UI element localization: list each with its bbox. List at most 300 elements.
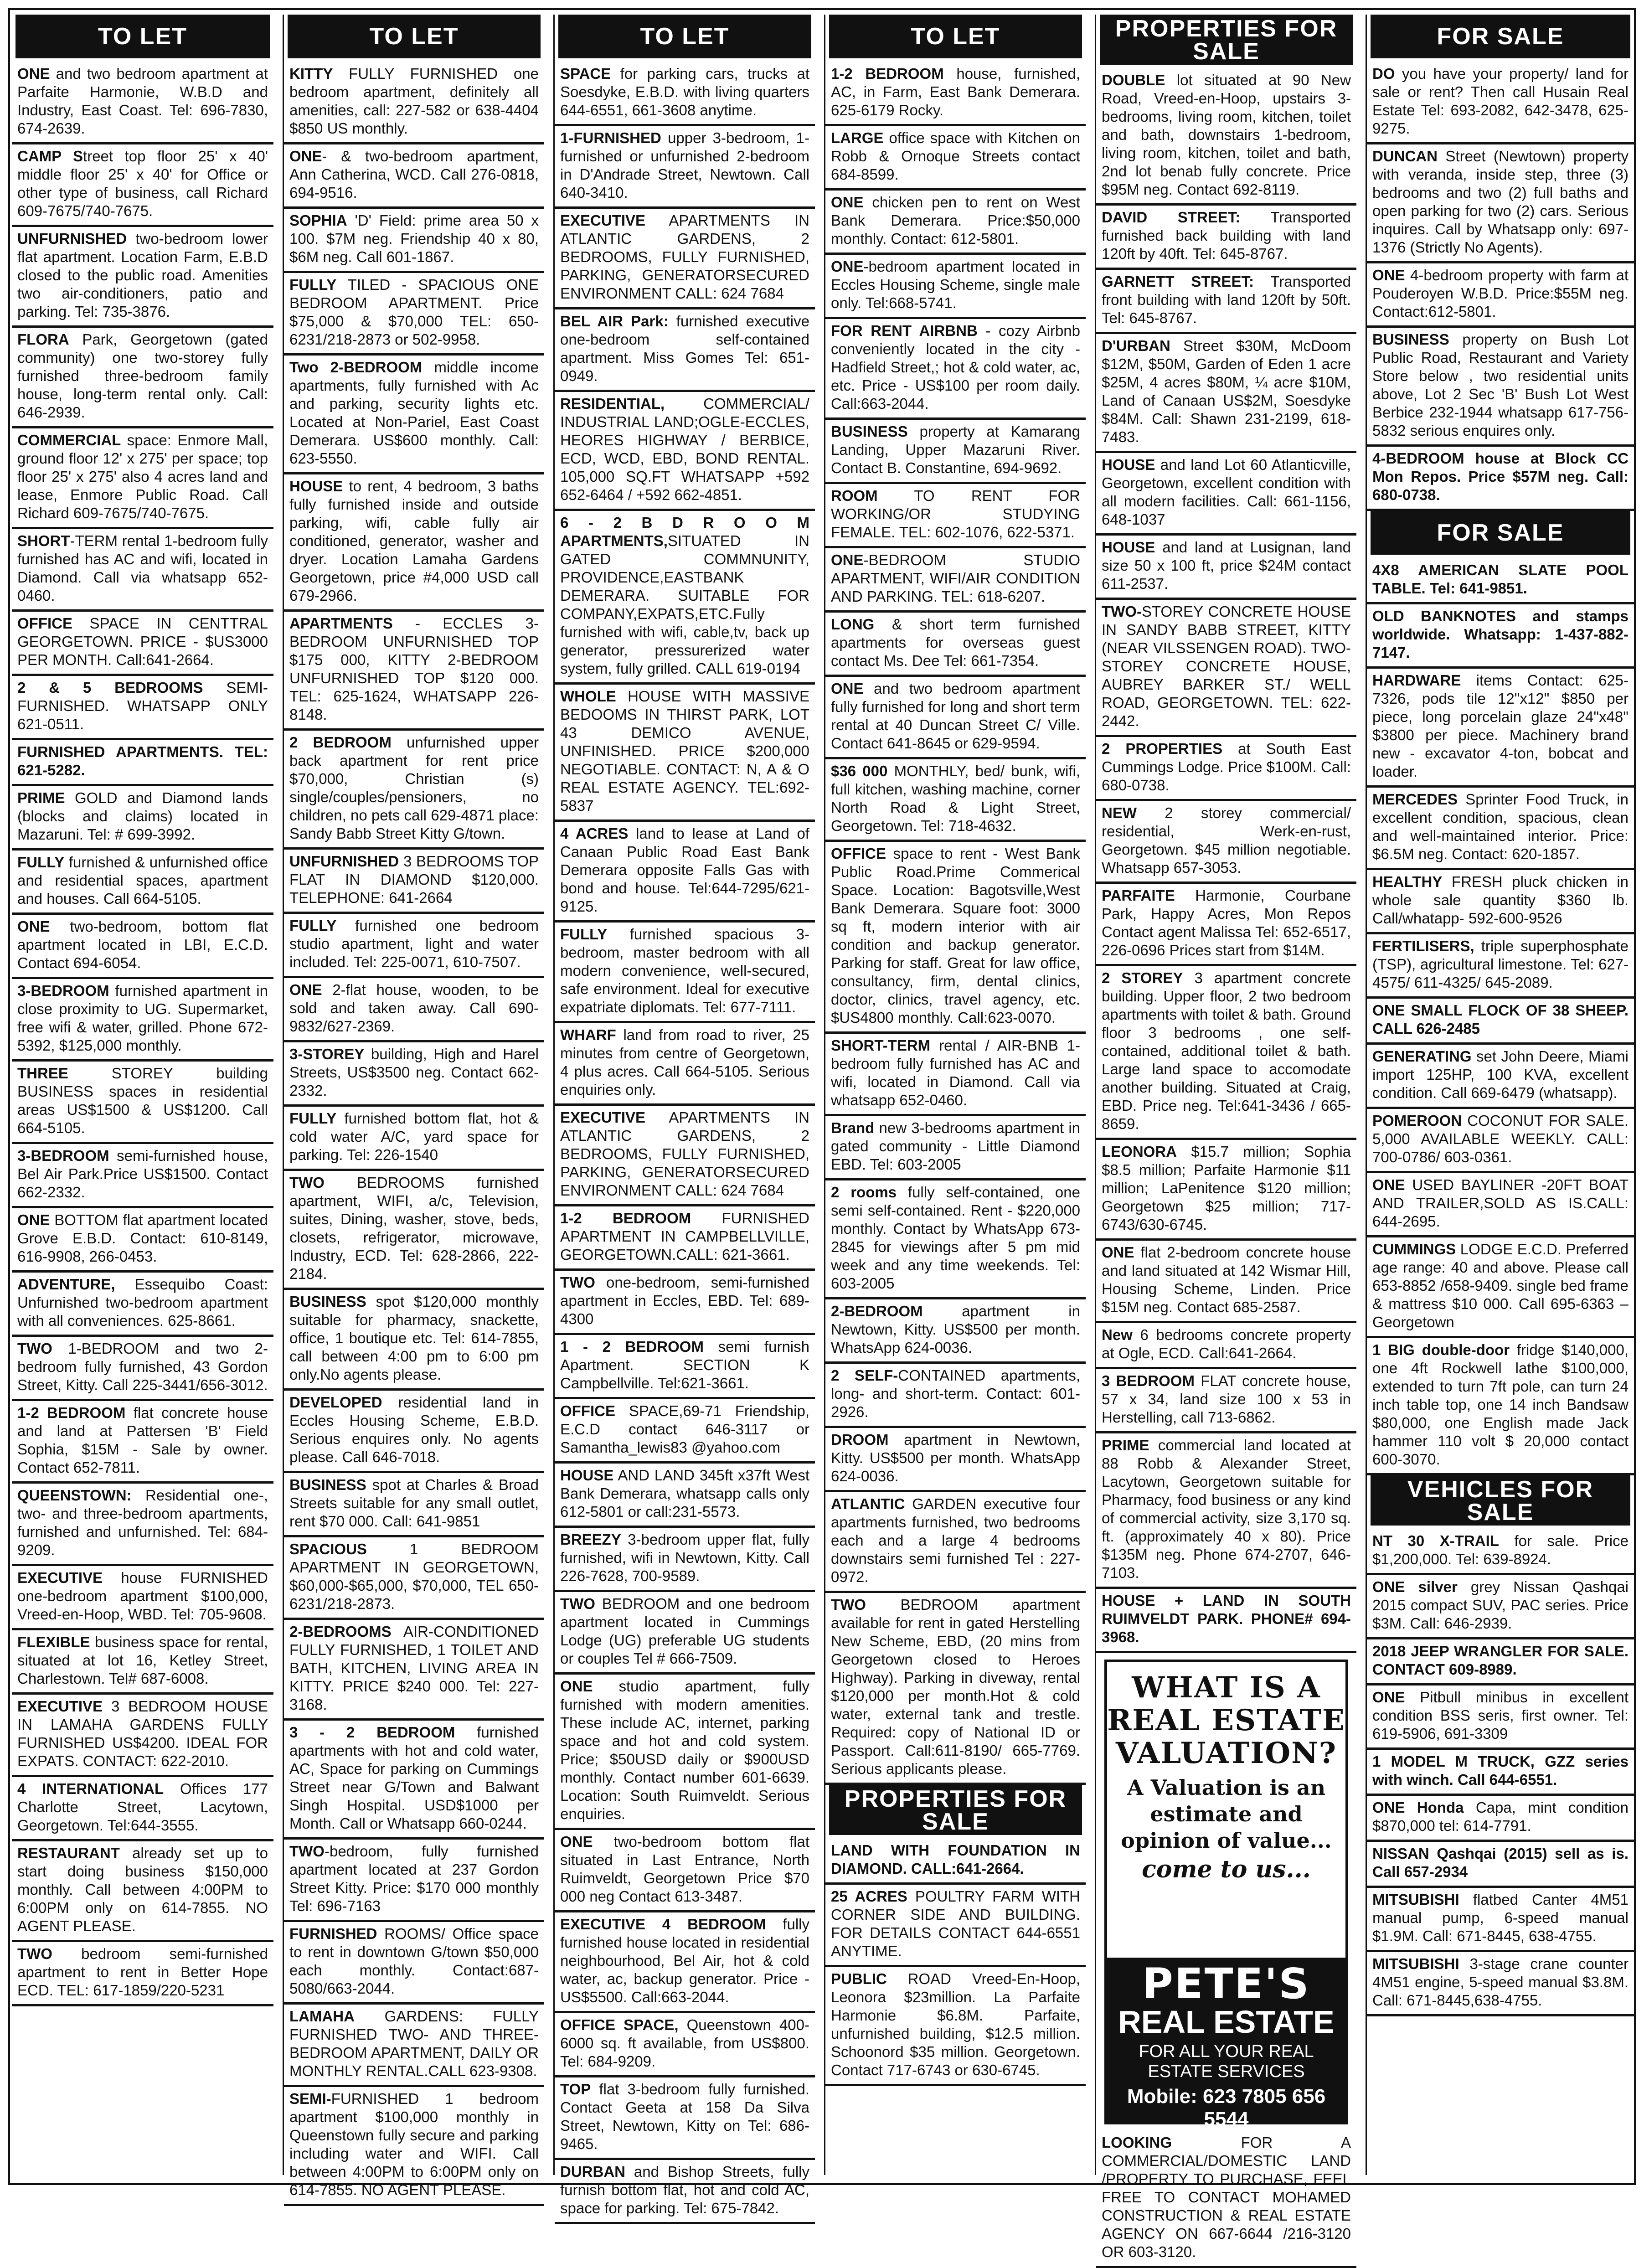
section-header: TO LET: [288, 15, 541, 58]
classified-ad: [1367, 62, 1634, 144]
classified-ad: [284, 1537, 544, 1620]
classified-ad: [1096, 1369, 1356, 1433]
classified-ad: [284, 1922, 544, 2005]
ad-body: Transported front building with land 120ft by 50ft. Tel: 645-8767.: [1102, 273, 1351, 326]
ad-lead: CUMMINGS: [1372, 1241, 1456, 1258]
ad-lead: WHOLE: [560, 688, 616, 705]
classified-ad: [825, 759, 1086, 842]
ad-lead: LOOKING: [1102, 2134, 1172, 2151]
classified-ad: [825, 1116, 1086, 1180]
ad-lead: BUSINESS: [289, 1476, 366, 1493]
ad-lead: CAMP S: [17, 148, 83, 165]
classified-ad: [12, 1841, 273, 1942]
ad-body: BEDROOMS furnished apartment, WIFI, a/c, Television, suites, Dining, washer, stove, beds, closets, refrigerator, microwave, Industry, ECD. Tel: 628-2866, 222-2184.: [289, 1174, 539, 1282]
ad-lead: 1 BIG double-door: [1372, 1341, 1510, 1358]
classified-ad: [284, 1107, 544, 1171]
classified-ad: [555, 309, 815, 392]
ad-lead: 3-BEDROOM: [17, 1147, 109, 1164]
ad-lead: COMMERCIAL: [17, 432, 121, 448]
ad-list: [555, 62, 815, 2224]
ad-body: lot situated at 90 New Road, Vreed-en-Hoop, upstairs 3-bedrooms, living room, kitchen, toilet and bath, downstairs 1-bedroom, living room, kitchen, toilet and bath, 2nd lot benab fully concrete. Price $95M neg. Contact 692-8119.: [1102, 72, 1351, 198]
ad-lead: PUBLIC: [831, 1970, 887, 1987]
classified-ad: [1096, 334, 1356, 453]
classified-ad: [284, 850, 544, 914]
ad-body: LODGE E.C.D. Preferred age range: 40 and above. Please call 653-8852 /658-9409. single bed frame & mattress $10 000. Call 695-6363 – Georgetown: [1372, 1241, 1629, 1330]
ad-lead: FULLY: [560, 926, 608, 943]
ad-body: furnished spacious 3-bedroom, master bedroom with all modern convenience, well-secured, safe environment. Ideal for executive expatriate diplomats. Tel: 677-7111.: [560, 926, 809, 1015]
ad-body: and two bedroom apartment at Parfaite Harmonie, W.B.D and Industry, East Coast. Tel: 696-7830, 674-2639.: [17, 65, 268, 137]
ad-body: 'D' Field: prime area 50 x 100. $7M neg. Friendship 40 x 80, $6M neg. Call 601-1867.: [289, 212, 539, 265]
ad-lead: QUEENSTOWN:: [17, 1487, 132, 1504]
ad-lead: LAMAHA: [289, 2008, 355, 2025]
section-header: TO LET: [558, 15, 811, 58]
ad-body: grey Nissan Qashqai 2015 compact SUV, PAC series. Price $3M. Call: 646-2939.: [1372, 1578, 1629, 1632]
ad-body: furnished apartments with hot and cold water, AC, Space for parking on Cummings Street near G/Town and Balwant Singh Hospital. USD$1000 per Month. Call or Whatsapp 660-0244.: [289, 1724, 539, 1832]
ad-body: fully furnished house located in residential neighbourhood, Bel Air, hot & cold water, ac, backup generator. Price - US$5500. Call:663-2044.: [560, 1916, 809, 2005]
classified-ad: [284, 474, 544, 612]
classified-ad: [12, 227, 273, 328]
classified-ad: [12, 915, 273, 979]
classified-ad: [825, 62, 1086, 126]
ad-lead: PARFAITE: [1102, 887, 1175, 904]
ad-lead: SHORT-TERM: [831, 1037, 931, 1054]
ad-body: property at Kamarang Landing, Upper Mazaruni River. Contact B. Constantine, 694-9692.: [831, 423, 1080, 476]
ad-body: COMMERCIAL/ INDUSTRIAL LAND;OGLE-ECCLES, HEORES HIGHWAY / BERBICE, ECD, WCD, EBD, BOND RENTAL. 105,000 SQ.FT WHATSAPP +592 652-6464 / +592 662-4851.: [560, 395, 809, 503]
ad-lead: LARGE: [831, 129, 884, 146]
ad-body: FULLY FURNISHED one bedroom apartment, definitely all amenities, call: 227-582 or 638-4404 $850 US monthly.: [289, 65, 539, 137]
classified-ad: [555, 1528, 815, 1592]
ad-lead: FURNISHED APARTMENTS. TEL: 621-5282.: [17, 743, 268, 778]
classified-ad: [1367, 1639, 1634, 1686]
ad-body: - ECCLES 3-BEDROOM UNFURNISHED TOP $175 000, KITTY 2-BEDROOM UNFURNISHED TOP $120 000. TEL: 625-1624, WHATSAPP 226-8148.: [289, 615, 539, 723]
ad-lead: UNFURNISHED: [289, 853, 399, 870]
ad-lead: NISSAN Qashqai (2015) sell as is. Call 657-2934: [1372, 1845, 1629, 1880]
ad-lead: 2018 JEEP WRANGLER FOR SALE. CONTACT 609-8989.: [1372, 1643, 1629, 1678]
ad-body: AIR-CONDITIONED FULLY FURNISHED, 1 TOILET AND BATH, KITCHEN, LIVING AREA IN KITTY. PRICE $240 000. Tel: 227-3168.: [289, 1623, 539, 1713]
ad-lead: BEL AIR Park:: [560, 313, 669, 330]
ad-body: AND LAND 345ft x37ft West Bank Demerara, whatsapp calls only 612-5801 or call:231-5573.: [560, 1467, 809, 1520]
ad-lead: 4-BEDROOM house at Block CC Mon Repos. Price $57M neg. Call: 680-0738.: [1372, 450, 1629, 503]
classified-ad: [1367, 447, 1634, 511]
ad-lead: HOUSE + LAND IN SOUTH RUIMVELDT PARK. PHONE# 694-3968.: [1102, 1592, 1351, 1645]
ad-body: house, furnished, AC, in Farm, East Bank Demerara. 625-6179 Rocky.: [831, 65, 1080, 119]
classified-ad: [1367, 144, 1634, 263]
ad-body: space: Enmore Mall, ground floor 12' x 275' per space; top floor 25' x 275' also 4 acres land and lease, Enmore Public Road. Call Richard 609-7675/740-7675.: [17, 432, 268, 521]
column-1: [12, 15, 273, 2175]
classified-ad: [284, 2005, 544, 2087]
ad-lead: DUNCAN: [1372, 148, 1438, 165]
ad-lead: EXECUTIVE: [17, 1569, 103, 1586]
ad-body: CONTAINED apartments, long- and short-term. Contact: 601-2926.: [831, 1367, 1080, 1420]
ad-body: and Bishop Streets, fully furnish bottom flat, hot and cold AC, space for parking. Tel: 675-7842.: [560, 2163, 809, 2216]
ad-body: unfurnished upper back apartment for rent price $70,000, Christian (s) single/couples/pensioners, no children, no pets call 629-4871 place: Sandy Babb Street Kitty G/town.: [289, 734, 539, 842]
ad-lead: OFFICE: [560, 1402, 615, 1419]
ad-body: furnished executive one-bedroom self-contained apartment. Miss Gomes Tel: 651-0949.: [560, 313, 809, 384]
ad-body: furnished bottom flat, hot & cold water A/C, yard space for parking. Tel: 226-1540: [289, 1110, 539, 1163]
ad-body: at South East Cummings Lodge. Price $100M. Call: 680-0738.: [1102, 740, 1351, 794]
ad-lead: FLEXIBLE: [17, 1634, 90, 1650]
ad-lead: 2 BEDROOM: [289, 734, 392, 751]
ad-lead: SOPHIA: [289, 212, 347, 229]
ad-lead: ONE: [1372, 1689, 1405, 1706]
classified-ad: [825, 613, 1086, 677]
ad-lead: MITSUBISHI: [1372, 1891, 1459, 1908]
ad-body: Capa, mint condition $870,000 tel: 614-7791.: [1372, 1799, 1629, 1834]
ad-lead: RESIDENTIAL,: [560, 395, 665, 412]
ad-body: upper 3-bedroom, 1-furnished or unfurnished 2-bedroom in D'Andrade Street, Newtown. Call 640-3410.: [560, 129, 809, 201]
ad-lead: PRIME: [1102, 1437, 1149, 1454]
classified-ad: [1096, 801, 1356, 884]
ad-body: -bedroom apartment located in Eccles Housing Scheme, single male only. Tel:668-5741.: [831, 258, 1080, 311]
ad-body: semi furnish Apartment. SECTION K Campbellville. Tel:621-3661.: [560, 1338, 809, 1392]
ad-body: GARDEN executive four apartments furnished, two bedrooms each and a large 4 bedrooms downstairs semi furnished Tel : 227-0972.: [831, 1495, 1080, 1585]
ad-body: and land at Lusignan, land size 50 x 100 ft, price $24M contact 611-2537.: [1102, 539, 1351, 592]
ad-body: house FURNISHED one-bedroom apartment $100,000, Vreed-en-Hoop, WBD. Tel: 705-9608.: [17, 1569, 268, 1623]
classified-ad: [1367, 1045, 1634, 1109]
ad-lead: EXECUTIVE: [17, 1698, 103, 1715]
classified-ad: [284, 62, 544, 144]
classified-ad: [1096, 1140, 1356, 1241]
ad-body: 3-stage crane counter 4M51 engine, 5-speed manual $3.8M. Call: 671-8445,638-4755.: [1372, 1955, 1629, 2009]
ad-lead: HOUSE: [1102, 456, 1155, 473]
ad-body: GOLD and Diamond lands (blocks and claims) located in Mazaruni. Tel: # 699-3992.: [17, 789, 268, 843]
ad-body: flat 2-bedroom concrete house and land situated at 142 Wismar Hill, Housing Scheme, Linden. Price $15M neg. Contact 685-2587.: [1102, 1244, 1351, 1315]
column-3: [553, 15, 815, 2216]
ad-body: FOR A COMMERCIAL/DOMESTIC LAND /PROPERTY TO PURCHASE, FEEL FREE TO CONTACT MOHAMED CONSTRUCTION & REAL ESTATE AGENCY ON 667-6644 /216-3120 OR 603-3120.: [1102, 2134, 1351, 2260]
ad-body: TILED - SPACIOUS ONE BEDROOM APARTMENT. Price $75,000 & $70,000 TEL: 650-6231/218-2873 or 502-9958.: [289, 276, 539, 348]
ad-lead: MITSUBISHI: [1372, 1955, 1459, 1972]
ad-lead: 2 PROPERTIES: [1102, 740, 1223, 757]
ad-lead: FULLY: [289, 276, 337, 293]
classified-ad: [284, 1290, 544, 1391]
ad-lead: TWO: [289, 1174, 325, 1191]
ad-lead: ONE: [1372, 1176, 1405, 1193]
ad-lead: HOUSE: [1102, 539, 1155, 556]
classified-ad: [284, 1620, 544, 1721]
ad-lead: 1 - 2 BEDROOM: [560, 1338, 704, 1355]
ad-lead: 2 & 5 BEDROOMS: [17, 679, 203, 696]
ad-body: GARDENS: FULLY FURNISHED TWO- AND THREE-BEDROOM APARTMENT, DAILY OR MONTHLY RENTAL.CALL 623-9308.: [289, 2008, 539, 2079]
ad-body: -TERM rental 1-bedroom fully furnished has AC and wifi, located in Diamond. Call via whatsapp 652-0460.: [17, 532, 268, 604]
ad-lead: Two 2-BEDROOM: [289, 359, 423, 376]
ad-lead: 6 - 2 B D R O O M APARTMENTS,: [560, 514, 809, 549]
ad-lead: ONE: [17, 1211, 50, 1228]
ad-body: and land Lot 60 Atlanticville, Georgetown, excellent condition with all modern facilities. Call: 661-1156, 648-1037: [1102, 456, 1351, 528]
ad-body: 1-BEDROOM and two 2-bedroom fully furnished, 43 Gordon Street, Kitty. Call 225-3441/656-3012.: [17, 1340, 268, 1393]
ad-lead: ONE silver: [1372, 1578, 1458, 1595]
ad-lead: DEVELOPED: [289, 1394, 382, 1411]
classified-ad: [1096, 270, 1356, 334]
classified-ad: [825, 1492, 1086, 1593]
ad-lead: 4 INTERNATIONAL: [17, 1780, 164, 1797]
ad-lead: SPACIOUS: [289, 1541, 367, 1557]
classified-ad: [825, 1299, 1086, 1364]
ad-lead: 2 rooms: [831, 1184, 897, 1201]
ad-lead: ONE: [289, 148, 322, 165]
ad-lead: HEALTHY: [1372, 873, 1443, 890]
classified-ad: [1367, 788, 1634, 870]
ad-body: ROOMS/ Office space to rent in downtown G/town $50,000 each monthly. Contact:687-5080/663-2044.: [289, 1925, 539, 1997]
ad-lead: DAVID STREET:: [1102, 209, 1241, 226]
ad-body: 3 BEDROOM HOUSE IN LAMAHA GARDENS FULLY FURNISHED US$4200. IDEAL FOR EXPATS. CONTACT: 622-2010.: [17, 1698, 268, 1769]
ad-lead: POMEROON: [1372, 1112, 1462, 1129]
ad-body: Street (Newtown) property with veranda, inside step, three (3) bedrooms and two (2) full baths and open parking for two (2) cars. Serious inquires. Call by Whatsapp only: 697-1376 (Strictly No Agents).: [1372, 148, 1629, 256]
section-subheader: FOR SALE: [1371, 511, 1630, 555]
ad-body: to rent, 4 bedroom, 3 baths fully furnished inside and outside parking, wifi, cable fully air conditioned, generator, washer and dryer. Location Lamaha Gardens Georgetown, price #4,000 USD call 679-2966.: [289, 478, 539, 604]
ad-body: STOREY CONCRETE HOUSE IN SANDY BABB STREET, KITTY (NEAR VILSSENGEN ROAD). TWO-STOREY CONCRETE HOUSE, AUBREY BARKER ST./ WELL ROAD, GEORGETOWN. TEL: 622-2442.: [1102, 603, 1351, 729]
ad-lead: DURBAN: [560, 2163, 625, 2180]
ad-lead: New: [1102, 1326, 1133, 1343]
ad-body: SPACE,69-71 Friendship, E.C.D contact 646-3117 or Samantha_lewis83 @yahoo.com: [560, 1402, 809, 1456]
ad-body: FLAT concrete house, 57 x 34, land size 100 x 53 in Herstelling, call 713-6862.: [1102, 1372, 1351, 1426]
ad-lead: KITTY: [289, 65, 333, 82]
ad-body: 1 BEDROOM APARTMENT IN GEORGETOWN, $60,000-$65,000, $70,000, TEL 650-6231/218-2873.: [289, 1541, 539, 1612]
ad-body: 3 apartment concrete building. Upper floor, 2 two bedroom apartments with toilet & bath. Ground floor 3 bedrooms , one self-contained, additional toilet & bath. Large land space to accomodate another building. Situated at Craig, EBD. Price neg. Tel:641-3436 / 665-8659.: [1102, 969, 1351, 1132]
ad-lead: TWO: [831, 1596, 866, 1613]
classified-ad: [12, 786, 273, 850]
ad-lead: TWO: [289, 1843, 325, 1860]
ad-body: fridge $140,000, one 4ft Rockwell lathe $100,000, extended to turn 7ft pole, can turn 24 inch table top, one 14 inch Bandsaw $80,000, one English made Jack hammer 110 volt $ 20,000 contact 600-3070.: [1372, 1341, 1629, 1468]
classified-ad: [555, 2077, 815, 2160]
classified-ad: [1096, 68, 1356, 206]
ad-body: 6 bedrooms concrete property at Ogle, ECD. Call:641-2664.: [1102, 1326, 1351, 1361]
classified-ad: [825, 484, 1086, 548]
ad-lead: BUSINESS: [831, 423, 908, 440]
ad-body: HOUSE WITH MASSIVE BEDOOMS IN THIRST PARK, LOT 43 DEMICO AVENUE, UNFINISHED. PRICE $200,000 NEGOTIABLE. CONTACT: N, A & O REAL ESTATE AGENCY. TEL:692-5837: [560, 688, 809, 814]
ad-body: Offices 177 Charlotte Street, Lacytown, Georgetown. Tel:644-3555.: [17, 1780, 268, 1834]
ad-body: Transported furnished back building with land 120ft by 40ft. Tel: 645-8767.: [1102, 209, 1351, 262]
classified-ad: [1367, 1109, 1634, 1173]
classified-ad: [284, 612, 544, 731]
ad-lead: ONE SMALL FLOCK OF 38 SHEEP. CALL 626-2485: [1372, 1002, 1629, 1037]
classified-ad: [555, 1271, 815, 1335]
ad-lead: 2 STOREY: [1102, 969, 1183, 986]
ad-lead: 2-BEDROOM: [831, 1303, 923, 1320]
ad-body: Queenstown 400-6000 sq. ft available, from US$800. Tel: 684-9209.: [560, 2016, 810, 2070]
ad-body: flat concrete house and land at Pattersen 'B' Field Sophia, $15M - Sale by owner. Contact 652-7811.: [17, 1404, 268, 1476]
ad-lead: ONE: [289, 981, 322, 998]
ad-lead: FULLY: [289, 917, 337, 934]
ad-list: [825, 62, 1086, 1785]
ad-body: BOTTOM flat apartment located Grove E.B.D. Contact: 610-8149, 616-9908, 266-0453.: [17, 1211, 268, 1265]
section-subheader-vehicles: VEHICLES FOR SALE: [1371, 1475, 1630, 1526]
classified-ad: [12, 1337, 273, 1401]
classified-ad: [284, 1042, 544, 1107]
ad-lead: 25 ACRES: [831, 1888, 907, 1905]
ad-body: for sale. Price $1,200,000. Tel: 639-8924.: [1372, 1532, 1629, 1567]
ad-lead: 4 ACRES: [560, 825, 629, 842]
ad-lead: TOP: [560, 2081, 591, 2098]
classified-ad: [12, 1777, 273, 1841]
ad-list: [1096, 2131, 1356, 2268]
classified-ad: [1096, 884, 1356, 966]
classified-ad: [1096, 536, 1356, 600]
classified-ad: [1096, 453, 1356, 536]
ad-lead: ONE: [831, 194, 864, 211]
ad-lead: UNFURNISHED: [17, 230, 127, 247]
ad-body: items Contact: 625-7326, pods tile 12"x12" $850 per piece, long porcelain glaze 24"x48" $3800 per piece. Machinery brand new - excavator 4-ton, bobcat and loader.: [1372, 672, 1629, 780]
classified-ad: [825, 126, 1086, 191]
classified-ad: [555, 1592, 815, 1675]
ad-lead: GARNETT STREET:: [1102, 273, 1254, 290]
promo-brand-2: REAL ESTATE: [1118, 2004, 1335, 2040]
classified-ad: [555, 1399, 815, 1464]
ad-body: land from road to river, 25 minutes from centre of Georgetown, 4 plus acres. Call 664-5105. Serious enquiries only.: [560, 1026, 809, 1098]
ad-body: 3-bedroom upper flat, fully furnished, wifi in Newtown, Kitty. Call 226-7628, 700-9589.: [560, 1531, 809, 1584]
ad-body: USED BAYLINER -20FT BOAT AND TRAILER,SOLD AS IS.CALL: 644-2695.: [1372, 1176, 1629, 1230]
ad-list: [1367, 558, 1634, 1475]
ad-list: [12, 62, 273, 2006]
ad-body: ROAD Vreed-En-Hoop, Leonora $23million. La Parfaite Harmonie $6.8M. Parfaite, unfurnished building, $12.5 million. Schoonord $35 million. Georgetown. Contact 717-6743 or 630-6745.: [831, 1970, 1080, 2078]
classified-ad: [1367, 669, 1634, 788]
ad-body: you have your property/ land for sale or rent? Then call Husain Real Estate Tel: 693-2082, 642-3478, 625-9275.: [1372, 65, 1629, 137]
ad-lead: OLD BANKNOTES and stamps worldwide. Whatsapp: 1-437-882-7147.: [1372, 608, 1629, 661]
classified-ad: [284, 144, 544, 209]
ad-lead: ONE: [560, 1833, 593, 1850]
ad-lead: HOUSE: [289, 478, 343, 495]
ad-body: fully self-contained, one semi self-contained. Rent - $220,000 monthly. Contact by WhatsApp 673-2845 for viewings after 5 pm mid week and any time weekends. Tel: 603-2005: [831, 1184, 1080, 1292]
ad-body: POULTRY FARM WITH CORNER SIDE AND BUILDING. FOR DETAILS CONTACT 644-6551 ANYTIME.: [831, 1888, 1080, 1959]
classified-ad: [12, 612, 273, 676]
ad-list: [1367, 62, 1634, 511]
ad-lead: ONE: [1372, 267, 1405, 284]
column-6: [1366, 15, 1634, 2175]
promo-brand: PETE'S: [1142, 1959, 1310, 2008]
ad-lead: ONE: [560, 1678, 593, 1695]
classified-ad: [1096, 966, 1356, 1140]
ad-lead: EXECUTIVE: [560, 212, 646, 229]
promo-tagline: FOR ALL YOUR REAL ESTATE SERVICES: [1139, 2042, 1314, 2081]
ad-lead: D'URBAN: [1102, 337, 1170, 354]
classified-ad: [1367, 1842, 1634, 1888]
ad-body: MONTHLY, bed/ bunk, wifi, full kitchen, washing machine, corner North Road & Light Street, Georgetown. Tel: 718-4632.: [831, 763, 1080, 834]
classified-ad: [825, 255, 1086, 319]
classified-ad: [555, 2013, 815, 2077]
ad-body: furnished one bedroom studio apartment, light and water included. Tel: 225-0071, 610-7507.: [289, 917, 539, 970]
ad-lead: FLORA: [17, 331, 69, 348]
ad-body: studio apartment, fully furnished with modern amenities. These include AC, internet, parking space and hot and cold system. Price; $50USD daily or $900USD monthly. Contact number 601-6639. Location: South Ruimveldt. Serious enquiries.: [560, 1678, 809, 1822]
section-subheader: PROPERTIES FOR SALE: [829, 1785, 1082, 1835]
column-4: [824, 15, 1086, 2175]
ad-body: Street $30M, McDoom $12M, $50M, Garden of Eden 1 acre $25M, 4 acres $80M, ¼ acre $10M, Land of Canaan US$2M, Soesdyke $84M. Call: Shawn 231-2199, 618-7483.: [1102, 337, 1351, 445]
ad-body: 2-flat house, wooden, to be sold and taken away. Call 690-9832/627-2369.: [289, 981, 539, 1035]
classified-ad: [825, 1885, 1086, 1967]
ad-body: set John Deere, Miami import 125HP, 100 KVA, excellent condition. Call 669-6479 (whatsapp).: [1372, 1048, 1629, 1101]
classified-ad: [284, 1391, 544, 1473]
ad-body: COCONUT FOR SALE. 5,000 AVAILABLE WEEKLY. CALL: 700-0786/ 603-0361.: [1372, 1112, 1629, 1165]
classified-ad: [12, 1942, 273, 2006]
ad-body: & short term furnished apartments for overseas guest contact Ms. Dee Tel: 661-7354.: [831, 616, 1080, 669]
classifieds-page: [8, 8, 1636, 2260]
ad-body: land to lease at Land of Canaan Public Road East Bank Demerara opposite Falls Gas with bond and house. Tel:644-7295/621-9125.: [560, 825, 809, 915]
ad-body: BEDROOM and one bedroom apartment located in Cummings Lodge (UG) preferable UG students or couples Tel # 666-7509.: [560, 1595, 809, 1667]
ad-body: Harmonie, Courbane Park, Happy Acres, Mon Repos Contact agent Malissa Tel: 652-6517, 226-0696 Prices start from $14M.: [1102, 887, 1351, 959]
ad-body: business space for rental, situated at lot 16, Ketley Street, Charlestown. Tel# 687-6008.: [17, 1634, 268, 1687]
ad-body: Essequibo Coast: Unfurnished two-bedroom apartment with all conveniences. 625-8661.: [17, 1276, 268, 1329]
classified-ad: [555, 1912, 815, 2013]
ad-lead: GENERATING: [1372, 1048, 1472, 1065]
ad-body: and two bedroom apartment fully furnished for long and short term rental at 40 Duncan Street C/ Ville. Contact 641-8645 or 629-9594.: [831, 680, 1080, 752]
classified-ad: [1367, 999, 1634, 1045]
ad-lead: SPACE: [560, 65, 611, 82]
ad-lead: OFFICE: [831, 845, 886, 862]
ad-lead: 1 MODEL M TRUCK, GZZ series with winch. Call 644-6551.: [1372, 1753, 1629, 1788]
ad-lead: EXECUTIVE: [560, 1109, 646, 1126]
ad-list: [825, 1839, 1086, 2086]
classified-ad: [12, 1566, 273, 1630]
ad-lead: 1-2 BEDROOM: [17, 1404, 126, 1421]
ad-lead: DROOM: [831, 1431, 889, 1448]
ad-lead: MERCEDES: [1372, 791, 1458, 808]
ad-body: triple superphosphate (TSP), agricultural limestone. Tel: 627-4575/ 611-4325/ 645-2089.: [1372, 938, 1629, 991]
ad-body: two-bedroom bottom flat situated in Last Entrance, North Ruimveldt, Georgetown Price $70 000 neg Contact 613-3487.: [560, 1833, 809, 1905]
classified-ad: [1096, 600, 1356, 737]
ad-lead: TWO: [17, 1340, 52, 1357]
ad-body: apartment in Newtown, Kitty. US$500 per month. WhatsApp 624-0036.: [831, 1303, 1080, 1356]
ad-body: FRESH pluck chicken in whole sale quantity $360 lb. Call/whatapp- 592-600-9526: [1372, 873, 1629, 927]
ad-lead: HOUSE: [560, 1467, 614, 1484]
classified-ad: [12, 529, 273, 612]
ad-body: TO RENT FOR WORKING/OR STUDYING FEMALE. TEL: 602-1076, 622-5371.: [831, 487, 1080, 541]
ad-lead: FOR RENT AIRBNB: [831, 322, 978, 339]
classified-ad: [1096, 737, 1356, 801]
ad-lead: BREEZY: [560, 1531, 621, 1548]
classified-ad: [1367, 934, 1634, 999]
section-header: FOR SALE: [1371, 15, 1630, 58]
ad-body: Sprinter Food Truck, in excellent condition, spacious, clean and well-maintained interior. Price: $6.5M neg. Contact: 620-1857.: [1372, 791, 1629, 862]
ad-body: two-bedroom, bottom flat apartment located in LBI, E.C.D. Contact 694-6054.: [17, 918, 268, 971]
classified-ad: [12, 740, 273, 786]
classified-ad: [12, 1484, 273, 1566]
classified-ad: [555, 209, 815, 309]
ad-lead: 1-FURNISHED: [560, 129, 661, 146]
classified-ad: [825, 1839, 1086, 1885]
ad-body: 3 BEDROOMS TOP FLAT IN DIAMOND $120,000. TELEPHONE: 641-2664: [289, 853, 539, 906]
ad-body: Pitbull minibus in excellent condition BSS seris, first owner. Tel: 619-5906, 691-3309: [1372, 1689, 1629, 1742]
ad-lead: WHARF: [560, 1026, 616, 1043]
column-2: [283, 15, 544, 2198]
ad-lead: Brand: [831, 1119, 875, 1136]
classified-ad: [555, 126, 815, 209]
ad-body: - cozy Airbnb conveniently located in the city - Hadfield Street,; hot & cold water, ac, etc. Price - US$100 per room daily. Call:663-2044.: [831, 322, 1080, 412]
classified-ad: [1367, 1952, 1634, 2016]
ad-body: two-bedroom lower flat apartment. Location Farm, E.B.D closed to the public road. Amenities two air-conditioners, patio and parking. Tel: 735-3876.: [17, 230, 268, 320]
promo-mobile: Mobile: 623 7805 656 5544: [1127, 2085, 1326, 2130]
classified-ad: [555, 1830, 815, 1912]
classified-ad: [284, 978, 544, 1042]
ad-lead: TWO-: [1102, 603, 1142, 620]
ad-body: APARTMENTS IN ATLANTIC GARDENS, 2 BEDROOMS, FULLY FURNISHED, PARKING, GENERATORSECURED ENVIRONMENT CALL: 624 7684: [560, 212, 809, 302]
classified-ad: [555, 1023, 815, 1106]
ad-lead: ATLANTIC: [831, 1495, 905, 1512]
ad-lead: 3 BEDROOM: [1102, 1372, 1195, 1389]
ad-body: flat 3-bedroom fully furnished. Contact Geeta at 158 Da Silva Street, Newtown, Kitty on Tel: 686-9465.: [560, 2081, 809, 2152]
ad-body: SEMI-FURNISHED. WHATSAPP ONLY 621-0511.: [17, 679, 268, 732]
classified-ad: [825, 842, 1086, 1034]
ad-body: middle income apartments, fully furnished with Ac and parking, security lights etc. Located at Non-Pariel, East Coast Demerara. US$600 monthly. Call: 623-5550.: [289, 359, 539, 467]
classified-ad: [12, 1273, 273, 1337]
ad-lead: HARDWARE: [1372, 672, 1461, 689]
ad-lead: SHORT: [17, 532, 70, 549]
ad-lead: THREE: [17, 1065, 68, 1082]
classified-ad: [12, 1695, 273, 1777]
classified-ad: [1367, 1575, 1634, 1639]
classified-ad: [1096, 1241, 1356, 1323]
ad-body: already set up to start doing business $150,000 monthly. Call between 4:00PM to 6:00PM only on 614-7855. NO AGENT PLEASE.: [17, 1845, 268, 1934]
classified-ad: [555, 1335, 815, 1399]
ad-body: furnished apartment in close proximity to UG. Supermarket, free wifi & water, grilled. Phone 672-5392, $125,000 monthly.: [17, 982, 268, 1054]
classified-ad: [12, 328, 273, 428]
